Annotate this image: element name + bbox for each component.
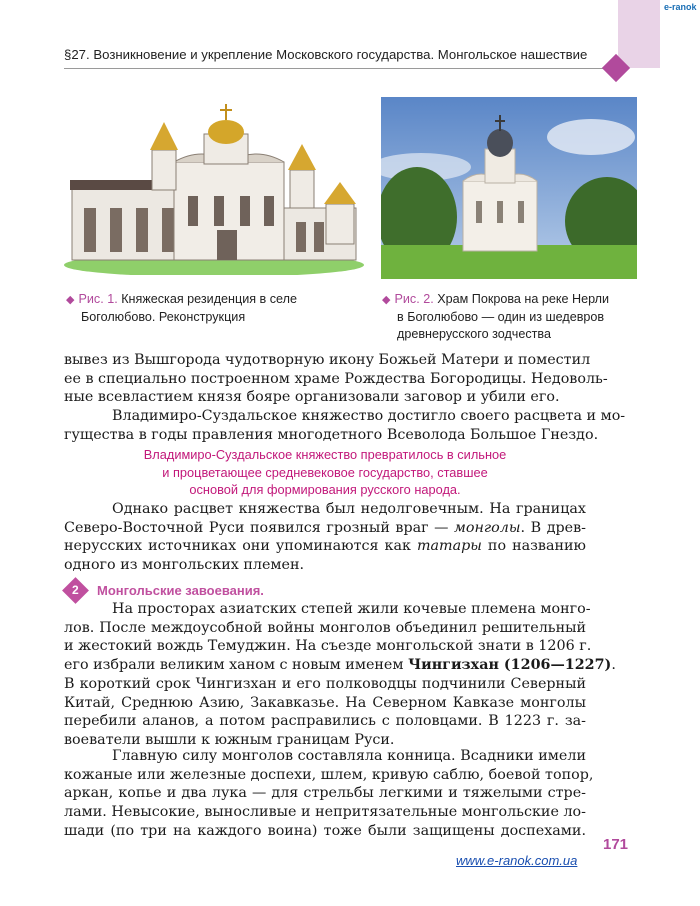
text-span: по названию <box>481 538 586 555</box>
paragraph-5 <box>64 747 594 841</box>
section-number: 2 <box>72 583 79 597</box>
callout-line: Владимиро-Суздальское княжество превратилось в сильное <box>143 447 507 462</box>
caption-diamond-icon: ◆ <box>382 294 391 306</box>
figure-1-label: Рис. 1. <box>78 292 118 306</box>
figure-1-caption-line: Княжеская резиденция в селе <box>121 292 297 306</box>
text-span: . В древ- <box>520 519 586 536</box>
emphasis-term: монголы <box>454 519 521 536</box>
text-line: вывез из Вышгорода чудотворную икону Божьей Матери и поместил <box>64 352 591 368</box>
text-line: одного из монгольских племен. <box>64 557 305 574</box>
text-span: . <box>611 657 616 674</box>
section-title: Монгольские завоевания. <box>97 583 264 598</box>
paragraph-1 <box>64 351 626 445</box>
publisher-link[interactable]: www.e-ranok.com.ua <box>456 853 578 868</box>
text-line <box>64 537 586 556</box>
text-line: Китай, Среднюю Азию, Закавказье. На Северном Кавказе монголы <box>64 694 586 711</box>
text-line: лов. После междоусобной войны монголов объединил решительный <box>64 619 586 636</box>
text-line: воеватели вышли к южным границам Руси. <box>64 731 395 748</box>
figure-2-label: Рис. 2. <box>394 292 434 306</box>
text-line: шади (по три на каждого воина) тоже были защищены доспехами. <box>64 822 586 839</box>
text-span: нерусских источниках они упоминаются как <box>64 538 417 555</box>
text-line <box>64 519 586 538</box>
text-line: На просторах азиатских степей жили кочевые племена монго- <box>112 601 591 617</box>
text-line: и жестокий вождь Темуджин. На съезде монгольской знати в 1206 г. <box>64 638 592 655</box>
caption-diamond-icon: ◆ <box>66 294 75 306</box>
text-line: перебили аланов, а потом расправились с половцами. В 1223 г. за- <box>64 713 586 730</box>
text-line: Однако расцвет княжества был недолговечным. На границах <box>112 501 586 517</box>
text-line: аркан, копье и два лука — для стрельбы легкими и тяжелыми стре- <box>64 785 586 802</box>
bold-term: Чингизхан (1206—1227) <box>408 657 612 674</box>
text-line: Главную силу монголов составляла конница. Всадники имели <box>112 748 586 764</box>
text-line: гущества в годы правления многодетного Всеволода Большое Гнездо. <box>64 426 599 443</box>
text-line: Владимиро-Суздальское княжество достигло своего расцвета и мо- <box>112 408 626 425</box>
figure-1-residence-illustration <box>64 100 364 275</box>
figure-2-caption-line: в Боголюбово — один из шедевров <box>397 310 605 324</box>
text-line: ные всевластием князя бояре организовали заговор и убили его. <box>64 389 560 406</box>
page-header-title: §27. Возникновение и укрепление Московского государства. Монгольское нашествие <box>64 47 588 62</box>
text-line <box>64 656 616 675</box>
figure-1-caption <box>66 291 366 326</box>
text-span: Северо-Восточной Руси появился грозный враг — <box>64 519 455 536</box>
section-heading <box>66 581 264 600</box>
text-line: ее в специально построенном храме Рождества Богородицы. Недоволь- <box>64 370 608 387</box>
figure-2-caption <box>382 291 642 343</box>
paragraph-4 <box>64 600 616 750</box>
text-line: В короткий срок Чингизхан и его полководцы подчинили Северный <box>64 675 586 692</box>
emphasis-term: татары <box>416 538 482 555</box>
callout-line: основой для формирования русского народа. <box>189 482 461 497</box>
brand-mark: e-ranok <box>664 2 697 12</box>
figure-2-caption-line: древнерусского зодчества <box>397 327 551 341</box>
callout-line: и процветающее средневековое государство, ставшее <box>162 464 488 480</box>
key-idea-callout <box>64 446 586 499</box>
text-line: кожаные или железные доспехи, шлем, кривую саблю, боевой топор, <box>64 766 594 783</box>
text-span: его избрали великим ханом с новым именем <box>64 657 409 674</box>
header-divider <box>64 68 604 69</box>
paragraph-3 <box>64 500 586 575</box>
corner-tab <box>618 0 660 68</box>
figure-2-caption-line: Храм Покрова на реке Нерли <box>437 292 610 306</box>
figure-1-caption-line: Боголюбово. Реконструкция <box>81 310 246 324</box>
text-line: лами. Невысокие, выносливые и непритязательные монгольские ло- <box>64 804 586 821</box>
page-number: 171 <box>603 836 629 853</box>
figure-2-church-photo <box>381 97 637 279</box>
